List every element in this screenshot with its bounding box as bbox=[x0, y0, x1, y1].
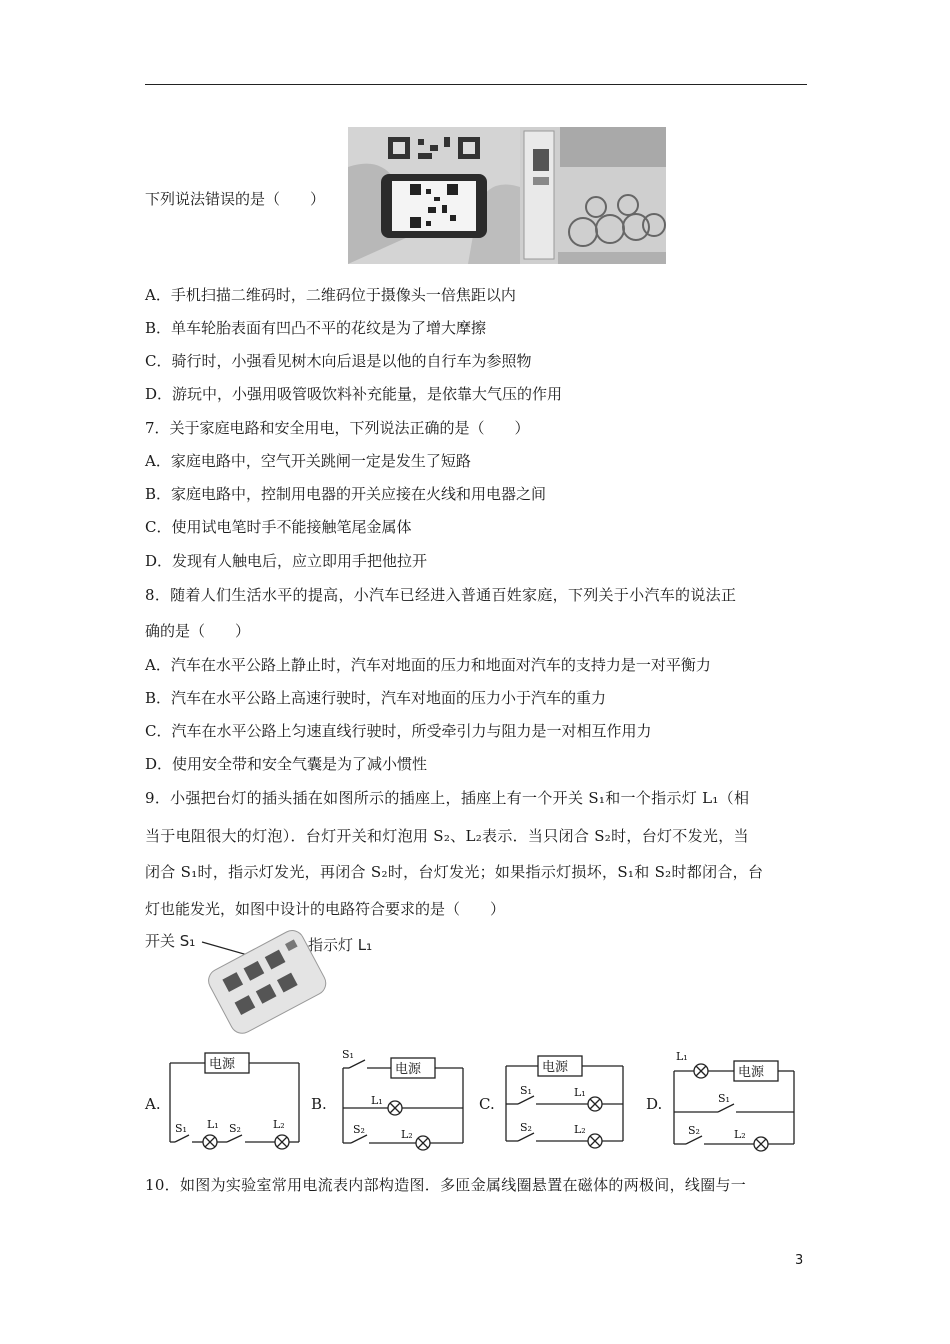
q10-line1: 10．如图为实验室常用电流表内部构造图．多匝金属线圈悬置在磁体的两极间，线圈与一 bbox=[145, 1176, 747, 1194]
circuit-b-power: 电源 bbox=[395, 1062, 422, 1077]
q6-stem: 下列说法错误的是（ ） bbox=[145, 190, 326, 208]
circuit-c bbox=[498, 1049, 628, 1153]
circuit-c-power: 电源 bbox=[542, 1060, 569, 1075]
circuit-b bbox=[333, 1046, 468, 1152]
q6-option-a: A．手机扫描二维码时，二维码位于摄像头一倍焦距以内 bbox=[145, 286, 516, 304]
q9-line2: 当于电阻很大的灯泡）．台灯开关和灯泡用 S₂、L₂表示．当只闭合 S₂时，台灯不发光，当 bbox=[145, 827, 749, 845]
header-rule bbox=[145, 84, 807, 85]
circuit-d-l2: L₂ bbox=[734, 1128, 746, 1141]
circuit-a-power: 电源 bbox=[209, 1057, 236, 1072]
circuit-option-c-label: C. bbox=[479, 1095, 495, 1113]
q6-option-b: B．单车轮胎表面有凹凸不平的花纹是为了增大摩擦 bbox=[145, 319, 487, 337]
strip-label-lamp: 指示灯 L₁ bbox=[308, 936, 373, 954]
circuit-d-power: 电源 bbox=[738, 1065, 765, 1080]
q7-stem: 7．关于家庭电路和安全用电，下列说法正确的是（ ） bbox=[145, 419, 530, 437]
circuit-c-s1: S₁ bbox=[520, 1084, 532, 1097]
q8-stem-line1: 8．随着人们生活水平的提高，小汽车已经进入普通百姓家庭，下列关于小汽车的说法正 bbox=[145, 586, 737, 604]
q8-option-c: C．汽车在水平公路上匀速直线行驶时，所受牵引力与阻力是一对相互作用力 bbox=[145, 722, 652, 740]
circuit-b-l1: L₁ bbox=[371, 1094, 383, 1107]
circuit-option-d-label: D. bbox=[646, 1095, 663, 1113]
circuit-c-l2: L₂ bbox=[574, 1123, 586, 1136]
circuit-b-l2: L₂ bbox=[401, 1128, 413, 1141]
circuit-a-s2: S₂ bbox=[229, 1122, 241, 1135]
q8-option-a: A．汽车在水平公路上静止时，汽车对地面的压力和地面对汽车的支持力是一对平衡力 bbox=[145, 656, 711, 674]
page-number: 3 bbox=[795, 1253, 804, 1268]
circuit-b-s2: S₂ bbox=[353, 1123, 365, 1136]
q9-line4: 灯也能发光，如图中设计的电路符合要求的是（ ） bbox=[145, 900, 506, 918]
q8-stem-line2: 确的是（ ） bbox=[145, 622, 251, 640]
circuit-c-s2: S₂ bbox=[520, 1121, 532, 1134]
q8-option-b: B．汽车在水平公路上高速行驶时，汽车对地面的压力小于汽车的重力 bbox=[145, 689, 607, 707]
circuit-d-l1: L₁ bbox=[676, 1050, 688, 1063]
q7-option-a: A．家庭电路中，空气开关跳闸一定是发生了短路 bbox=[145, 452, 471, 470]
q9-line3: 闭合 S₁时，指示灯发光，再闭合 S₂时，台灯发光；如果指示灯损坏，S₁和 S₂时都闭合，台 bbox=[145, 863, 764, 881]
q8-option-d: D．使用安全带和安全气囊是为了减小惯性 bbox=[145, 755, 428, 773]
power-strip-figure bbox=[140, 928, 400, 1058]
q7-option-c: C．使用试电笔时手不能接触笔尾金属体 bbox=[145, 518, 412, 536]
circuit-b-s1: S₁ bbox=[342, 1048, 354, 1061]
circuit-d-s2: S₂ bbox=[688, 1124, 700, 1137]
circuit-option-a-label: A. bbox=[145, 1095, 161, 1113]
circuit-a-s1: S₁ bbox=[175, 1122, 187, 1135]
q9-line1: 9．小强把台灯的插头插在如图所示的插座上，插座上有一个开关 S₁和一个指示灯 L₁（相 bbox=[145, 789, 750, 807]
q6-option-d: D．游玩中，小强用吸管吸饮料补充能量，是依靠大气压的作用 bbox=[145, 385, 563, 403]
circuit-a-l1: L₁ bbox=[207, 1118, 219, 1131]
q7-option-b: B．家庭电路中，控制用电器的开关应接在火线和用电器之间 bbox=[145, 485, 547, 503]
circuit-d-s1: S₁ bbox=[718, 1092, 730, 1105]
circuit-a bbox=[165, 1052, 305, 1152]
qr-bike-photo bbox=[348, 127, 666, 264]
circuit-d bbox=[668, 1046, 800, 1152]
circuit-option-b-label: B. bbox=[311, 1095, 327, 1113]
strip-label-switch: 开关 S₁ bbox=[145, 932, 196, 950]
circuit-a-l2: L₂ bbox=[273, 1118, 285, 1131]
q7-option-d: D．发现有人触电后，应立即用手把他拉开 bbox=[145, 552, 428, 570]
q6-option-c: C．骑行时，小强看见树木向后退是以他的自行车为参照物 bbox=[145, 352, 532, 370]
circuit-c-l1: L₁ bbox=[574, 1086, 586, 1099]
